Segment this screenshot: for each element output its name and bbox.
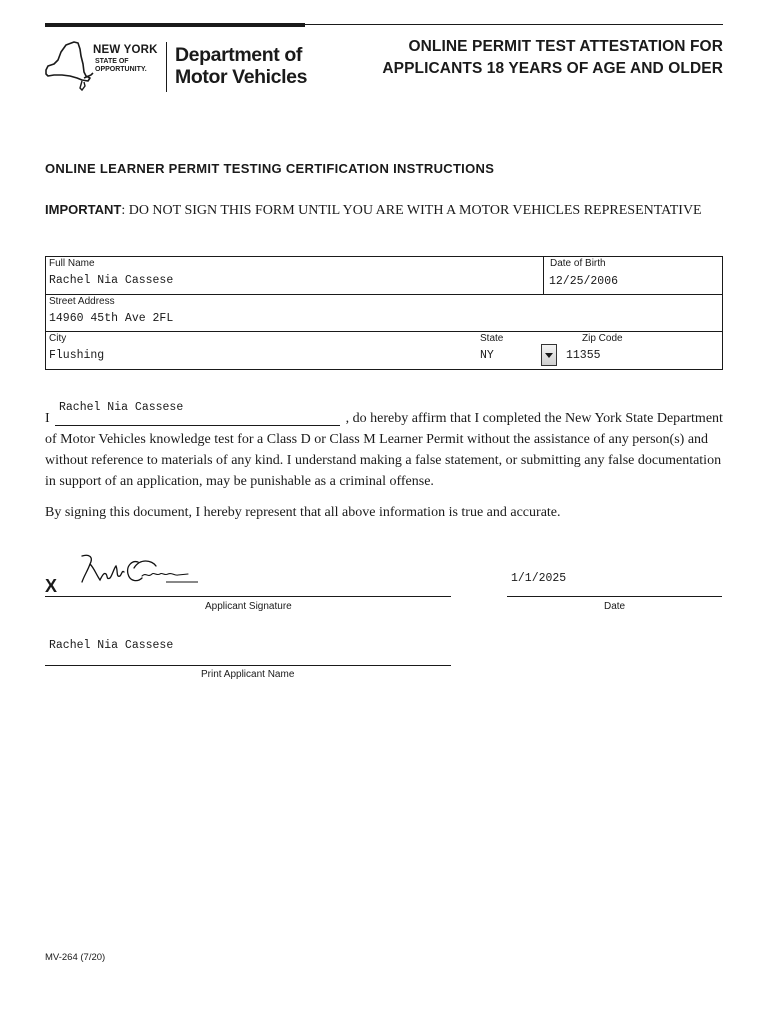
header-rule-thick: [45, 23, 305, 27]
logo-divider: [166, 42, 167, 92]
chevron-down-icon: [545, 353, 553, 358]
important-notice: [45, 202, 702, 219]
date-field[interactable]: 1/1/2025: [511, 572, 567, 585]
instructions-heading: ONLINE LEARNER PERMIT TESTING CERTIFICATION INSTRUCTIONS: [45, 161, 495, 176]
logo-tagline: [95, 58, 147, 73]
ny-state-map-icon: [44, 40, 94, 92]
form-row-divider-1: [45, 294, 723, 295]
logo-tagline-line2: OPPORTUNITY.: [95, 65, 147, 73]
full-name-label: Full Name: [49, 258, 95, 269]
important-text: : DO NOT SIGN THIS FORM UNTIL YOU ARE WITH A MOTOR VEHICLES REPRESENTATIVE: [121, 203, 702, 218]
logo-dept-line2: Motor Vehicles: [175, 66, 308, 88]
affirm-prefix: I: [45, 411, 50, 426]
affirm-name-field[interactable]: Rachel Nia Cassese: [59, 401, 184, 414]
logo-state-name: NEW YORK: [93, 44, 158, 56]
zip-field[interactable]: 11355: [566, 349, 601, 362]
date-line: [507, 596, 722, 597]
form-row-divider-2: [45, 331, 723, 332]
city-field[interactable]: Flushing: [49, 349, 105, 362]
dob-column-divider: [543, 256, 544, 294]
dob-field[interactable]: 12/25/2006: [549, 275, 619, 288]
printed-name-line: [45, 665, 451, 666]
important-label: IMPORTANT: [45, 202, 122, 217]
form-title: [382, 36, 723, 80]
signature-x-mark: X: [45, 576, 58, 596]
date-caption: Date: [604, 601, 626, 612]
header-rule-thin: [305, 24, 723, 25]
signature-caption: Applicant Signature: [205, 601, 292, 612]
printed-name-caption: Print Applicant Name: [201, 669, 295, 680]
form-title-line2: APPLICANTS 18 YEARS OF AGE AND OLDER: [382, 60, 723, 77]
dob-label: Date of Birth: [550, 258, 606, 269]
street-label: Street Address: [49, 296, 115, 307]
logo-tagline-line1: STATE OF: [95, 58, 129, 65]
represent-statement: By signing this document, I hereby represent that all above information is true and accurate.: [45, 505, 561, 520]
signature-line: [45, 596, 451, 597]
state-select[interactable]: NY: [480, 349, 494, 362]
state-dropdown-button[interactable]: [541, 344, 557, 366]
full-name-field[interactable]: Rachel Nia Cassese: [49, 274, 174, 287]
logo-dept-line1: Department of: [175, 44, 302, 66]
zip-label: Zip Code: [582, 333, 623, 344]
affirmation-paragraph: [45, 408, 725, 492]
state-label: State: [480, 333, 504, 344]
form-code: MV-264 (7/20): [45, 952, 106, 963]
form-title-line1: ONLINE PERMIT TEST ATTESTATION FOR: [408, 38, 723, 55]
applicant-signature-image: [76, 552, 200, 590]
printed-name-field[interactable]: Rachel Nia Cassese: [49, 639, 174, 652]
street-field[interactable]: 14960 45th Ave 2FL: [49, 312, 174, 325]
affirmation-text: , do hereby affirm that I completed the New York State Department of Motor Vehicles knowledge test for a Class D or Class M Learner Permit without the assistance of any person(s) and without reference to materials of any kind. I understand making a false statement, or submitting any false documentation in support of an application, may be punishable as a criminal offense.: [45, 411, 723, 489]
city-label: City: [49, 333, 67, 344]
